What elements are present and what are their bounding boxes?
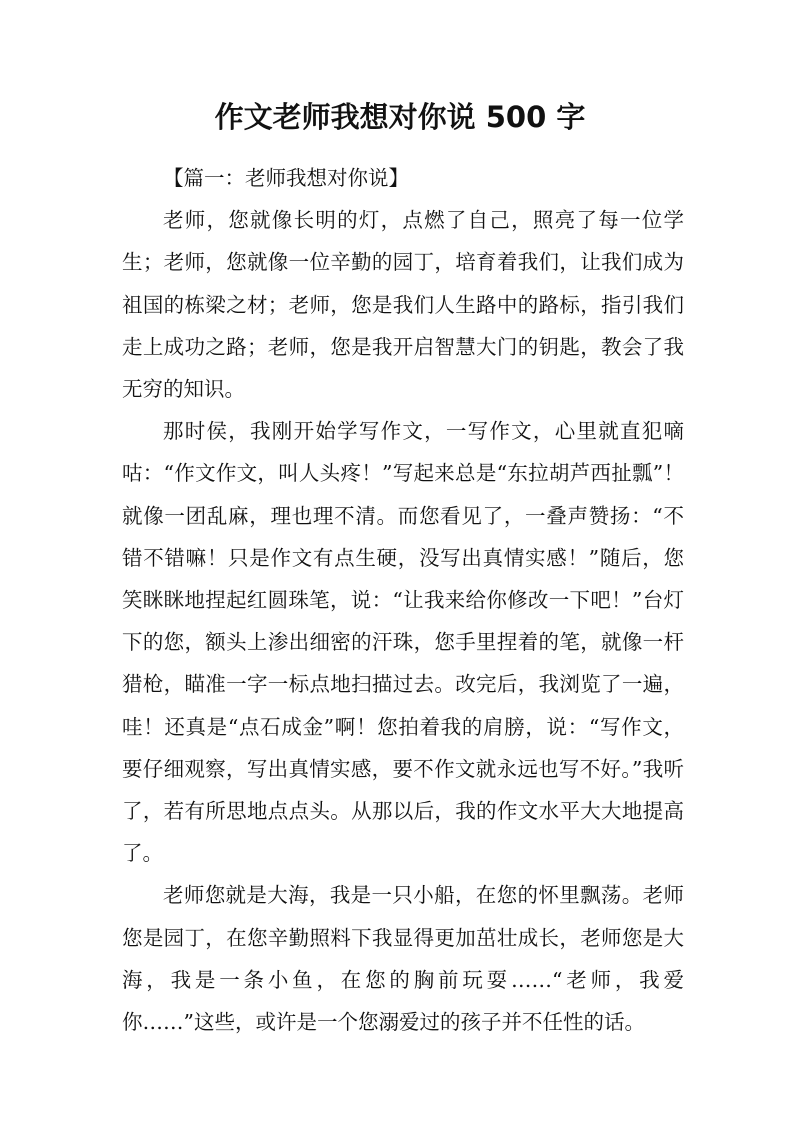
document-title: 作文老师我想对你说 500 字 bbox=[214, 100, 586, 134]
section-heading: 【篇一：老师我想对你说】 bbox=[163, 166, 409, 190]
paragraph-1: 老师，您就像长明的灯，点燃了自己，照亮了每一位学生；老师，您就像一位辛勤的园丁，培育着我们，让我们成为祖国的栋梁之材；老师，您是我们人生路中的路标，指引我们走上成功之路；老师，您是我开启智慧大门的钥匙，教会了我无穷的知识。 bbox=[122, 208, 684, 402]
paragraph-2: 那时侯，我刚开始学写作文，一写作文，心里就直犯嘀咕：“作文作文，叫人头疼！”写起来总是“东拉胡芦西扯瓢”！就像一团乱麻，理也理不清。而您看见了，一叠声赞扬：“不错不错嘛！只是作文有点生硬，没写出真情实感！”随后，您笑眯眯地捏起红圆珠笔，说：“让我来给你修改一下吧！”台灯下的您，额头上渗出细密的汗珠，您手里捏着的笔，就像一杆猎枪，瞄准一字一标点地扫描过去。改完后，我浏览了一遍，哇！还真是“点石成金”啊！您拍着我的肩膀，说：“写作文，要仔细观察，写出真情实感，要不作文就永远也写不好。”我听了，若有所思地点点头。从那以后，我的作文水平大大地提高了。 bbox=[122, 419, 684, 866]
document-body bbox=[122, 157, 684, 1043]
paragraph-3: 老师您就是大海，我是一只小船，在您的怀里飘荡。老师您是园丁，在您辛勤照料下我显得更加茁壮成长，老师您是大海，我是一条小鱼，在您的胸前玩耍……“老师，我爱你……”这些，或许是一个您溺爱过的孩子并不任性的话。 bbox=[122, 883, 684, 1035]
